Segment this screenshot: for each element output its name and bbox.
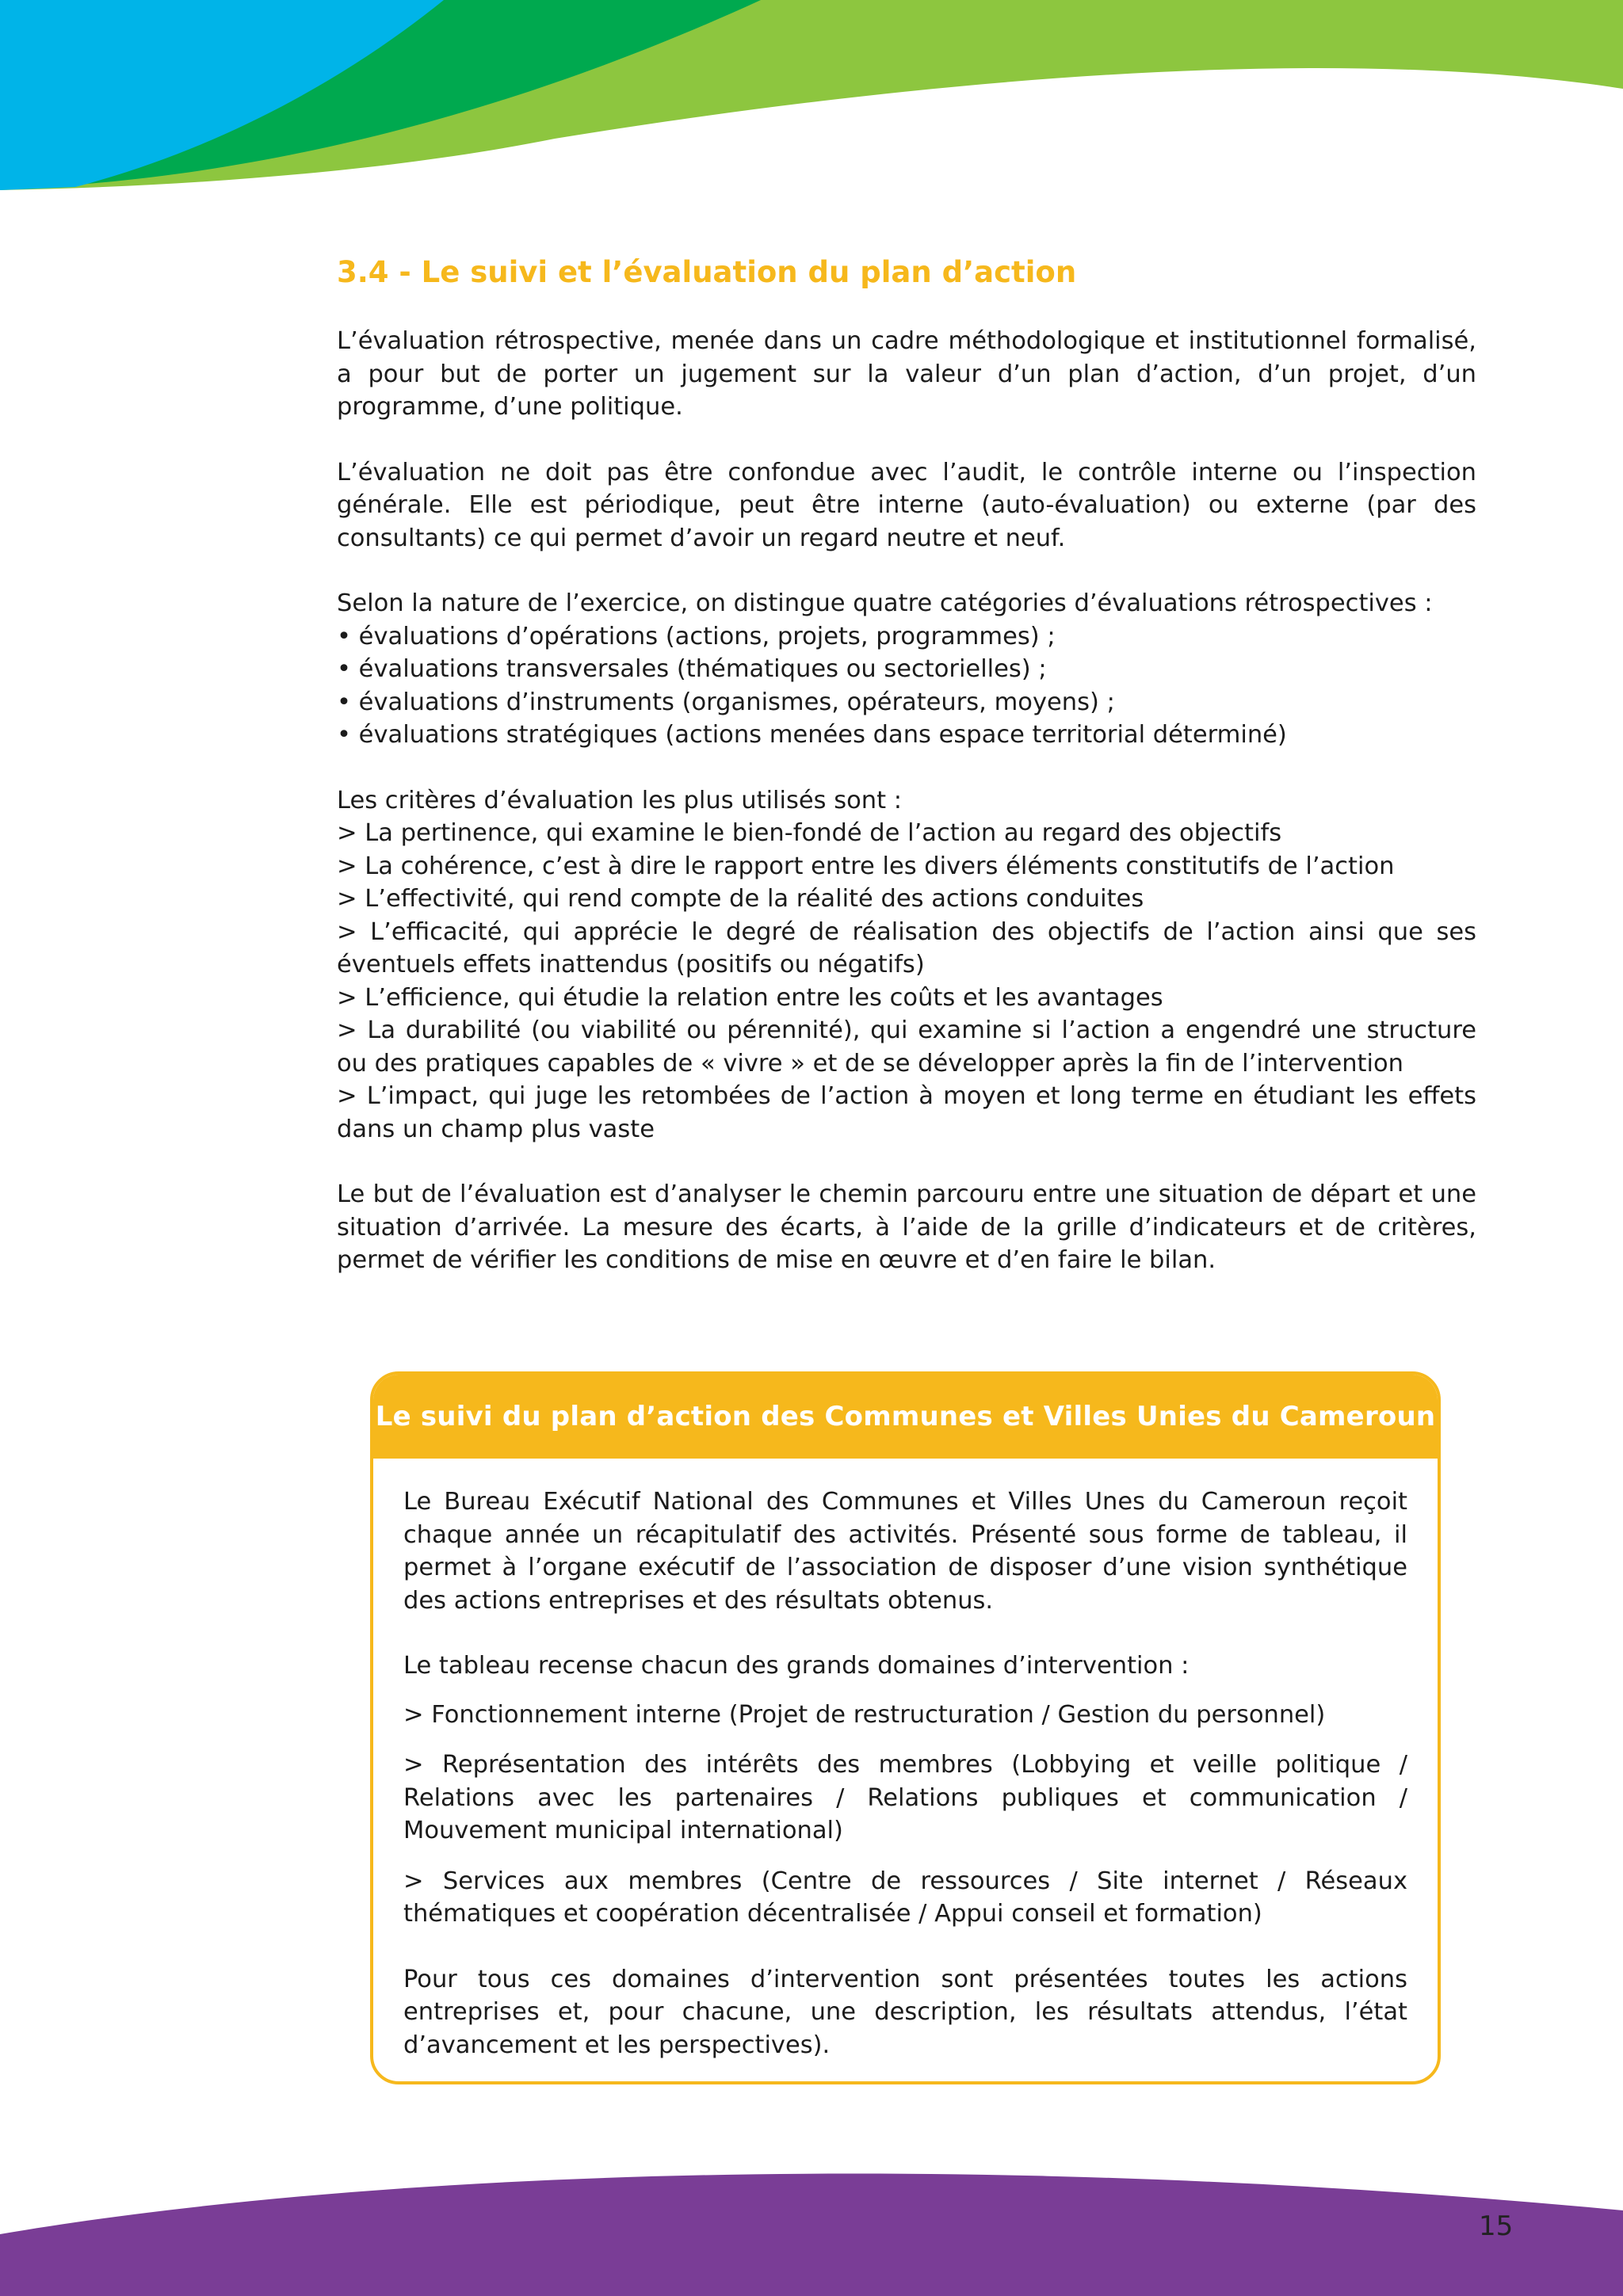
list-item: > L’efficience, qui étudie la relation entre les coûts et les avantages bbox=[337, 983, 1163, 1012]
list-item: > L’efficacité, qui apprécie le degré de réalisation des objectifs de l’action ainsi que ses éventuels effets inattendus (positifs ou négatifs) bbox=[337, 917, 1476, 979]
list-item: • évaluations d’opérations (actions, projets, programmes) ; bbox=[337, 622, 1056, 650]
box-paragraph-domains-intro: Le tableau recense chacun des grands domaines d’intervention : bbox=[403, 1652, 1190, 1680]
list-item: • évaluations transversales (thématiques ou sectorielles) ; bbox=[337, 655, 1047, 684]
categories-list bbox=[337, 587, 1476, 752]
section-title: 3.4 - Le suivi et l’évaluation du plan d’action bbox=[337, 255, 1077, 289]
box-header bbox=[373, 1375, 1438, 1459]
page-number: 15 bbox=[1479, 2210, 1514, 2242]
cvuc-monitoring-box bbox=[370, 1371, 1441, 2084]
list-item: • évaluations d’instruments (organismes, opérateurs, moyens) ; bbox=[337, 688, 1115, 716]
main-content bbox=[337, 254, 1476, 1310]
list-item: > Fonctionnement interne (Projet de restructuration / Gestion du personnel) bbox=[403, 1700, 1326, 1729]
paragraph-evaluation-retrospective: L’évaluation rétrospective, menée dans un cadre méthodologique et institutionnel formalisé, a pour but de porter un jugement sur la valeur d’un plan d’action, d’un projet, d’un programme, d’une politique. bbox=[337, 327, 1476, 421]
paragraph-evaluation-distinction: L’évaluation ne doit pas être confondue avec l’audit, le contrôle interne ou l’inspection générale. Elle est périodique, peut être interne (auto-évaluation) ou externe (par des consultants) ce qui permet d’avoir un regard neutre et neuf. bbox=[337, 458, 1476, 552]
list-item: > L’effectivité, qui rend compte de la réalité des actions conduites bbox=[337, 885, 1144, 913]
list-item: > L’impact, qui juge les retombées de l’action à moyen et long terme en étudiant les effets dans un champ plus vaste bbox=[337, 1082, 1476, 1143]
categories-intro: Selon la nature de l’exercice, on distingue quatre catégories d’évaluations rétrospectives : bbox=[337, 589, 1433, 618]
box-paragraph-actions: Pour tous ces domaines d’intervention sont présentées toutes les actions entreprises et, pour chacune, une description, les résultats attendus, l’état d’avancement et les perspectives). bbox=[403, 1965, 1407, 2059]
list-item: > Représentation des intérêts des membres (Lobbying et veille politique / Relations avec les partenaires / Relations publiques et communication / Mouvement municipal international) bbox=[403, 1751, 1407, 1844]
paragraph-evaluation-goal: Le but de l’évaluation est d’analyser le chemin parcouru entre une situation de départ et une situation d’arrivée. La mesure des écarts, à l’aide de la grille d’indicateurs et de critères, permet de vérifier les conditions de mise en œuvre et d’en faire le bilan. bbox=[337, 1180, 1476, 1275]
top-wave-decoration bbox=[0, 0, 1623, 190]
wave-purple bbox=[0, 2174, 1623, 2296]
criteria-intro: Les critères d’évaluation les plus utilisés sont : bbox=[337, 786, 903, 814]
box-paragraph-bureau: Le Bureau Exécutif National des Communes et Villes Unes du Cameroun reçoit chaque année un récapitulatif des activités. Présenté sous forme de tableau, il permet à l’organe exécutif de l’association de disposer d’une vision synthétique des actions entreprises et des résultats obtenus. bbox=[403, 1488, 1407, 1615]
list-item: > Services aux membres (Centre de ressources / Site internet / Réseaux thématiques et coopération décentralisée / Appui conseil et formation) bbox=[403, 1867, 1407, 1928]
box-body bbox=[373, 1459, 1438, 2061]
list-item: > La cohérence, c’est à dire le rapport entre les divers éléments constitutifs de l’action bbox=[337, 852, 1395, 880]
criteria-list bbox=[337, 784, 1476, 1146]
list-item: > La durabilité (ou viabilité ou pérennité), qui examine si l’action a engendré une structure ou des pratiques capables de « vivre » et de se développer après la fin de l’intervention bbox=[337, 1016, 1476, 1077]
list-item: • évaluations stratégiques (actions menées dans espace territorial déterminé) bbox=[337, 721, 1287, 749]
bottom-wave-decoration bbox=[0, 2163, 1623, 2296]
box-title: Le suivi du plan d’action des Communes et Villes Unies du Cameroun bbox=[375, 1401, 1436, 1432]
list-item: > La pertinence, qui examine le bien-fondé de l’action au regard des objectifs bbox=[337, 819, 1282, 848]
